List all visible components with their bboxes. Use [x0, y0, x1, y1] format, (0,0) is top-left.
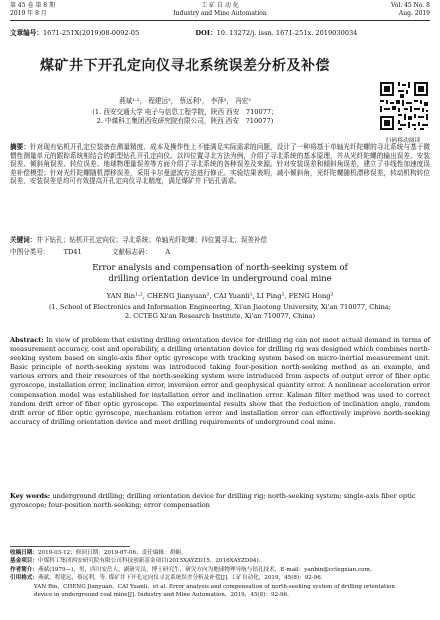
fund-label: 基金项目：	[10, 558, 38, 565]
affiliations-en	[10, 303, 430, 321]
keywords-en	[10, 492, 430, 510]
class-no-label: 中图分类号：	[10, 248, 50, 256]
keywords-en-label: Key words:	[10, 492, 51, 500]
abstract-zh	[10, 143, 430, 186]
title-en-line-2: drilling orientation device in underground coal mine	[108, 273, 332, 283]
keywords-zh-label: 关键词：	[10, 236, 37, 244]
classification-zh	[10, 246, 430, 256]
received-label: 收稿日期：	[10, 550, 38, 556]
article-no-label: 文章编号：	[10, 29, 43, 37]
cite-en-line-1: YAN Bin，CHENG Jianyuan，CAI Yuanli，et al. Error analysis and compensation of north-seeking system of drilling orientation	[34, 583, 396, 590]
article-title-zh: 煤矿井下开孔定向仪寻北系统误差分析及补偿	[40, 58, 330, 74]
abstract-en	[10, 336, 430, 427]
article-no: 1671-251X(2019)08-0092-05	[42, 29, 140, 37]
footnote-bio	[10, 566, 430, 574]
doi-value[interactable]: 10. 13272/j. issn. 1671-251x. 2019030034	[216, 29, 358, 37]
affiliation-zh-1: (1. 西安交通大学 电子与信息工程学院，陕西 西安 710077；	[92, 108, 278, 116]
journal-name-en: Industry and Mine Automation	[173, 10, 267, 17]
article-title-en	[20, 262, 420, 284]
doi-label: DOI：	[195, 29, 217, 37]
abstract-zh-label: 摘要：	[10, 143, 31, 151]
abstract-en-label: Abstract:	[10, 336, 44, 344]
header-divider	[10, 20, 430, 21]
abstract-zh-text: 针对现有钻机开孔定位装备在测量精度、成本及操作性上不能满足实际需求的问题，设计了一种将基于单轴光纤陀螺的寻北系统与基于微惯性测量单元的跟踪系统相结合的新型钻孔开孔定向仪。以四位置寻北方法为例，介绍了寻北系统的基本原理，并从光纤陀螺的输出误差、安装误差、倾斜角误差、转位误差、地球物理量误差等方面介绍了寻北系统的各种误差及来源。针对安装误差和倾斜角误差，建立了非线性加速度误差补偿模型；针对光纤陀螺随机漂移误差，采用卡尔曼滤波方法进行修正。实验结果表明，减小倾斜角，光纤陀螺随机漂移误差，转动机构转位误差，安装误差是均可有效提高开孔定向仪寻北精度，满足煤矿井下钻孔需求。	[10, 143, 431, 186]
running-header	[10, 2, 430, 20]
doc-code-value: A	[165, 248, 171, 256]
footnotes	[10, 549, 430, 599]
title-en-line-1: Error analysis and compensation of north-seeking system of	[92, 262, 348, 272]
qr-code-caption: 扫码移动阅读	[385, 138, 421, 144]
footnote-divider	[10, 546, 130, 547]
bio-label: 作者简介：	[10, 566, 38, 573]
footnote-fund	[10, 557, 430, 565]
affiliation-zh-2: 2. 中煤科工集团西安研究院有限公司，陕西 西安 710077)	[96, 117, 274, 125]
doc-code	[112, 248, 184, 256]
keywords-zh	[10, 236, 430, 245]
keywords-en-text: underground drilling; drilling orientation device for drilling rig; north-seeking system; single-axis fiber optic gyroscope; four-position north-seeking; error compensation	[10, 492, 416, 510]
fund-text: 中煤科工集团西安研究院有限公司科技创新基金项目(2015XAYZD15，2016XAYZD04)。	[37, 558, 265, 565]
keywords-zh-text: 井下钻孔；钻机开孔定向仪；寻北系统；单轴光纤陀螺；四位置寻北；误差补偿	[36, 236, 268, 244]
class-no	[10, 248, 96, 256]
affiliation-en-1: (1. School of Electronics and Information Engineering, Xi'an Jiaotong University, Xi'an 710077, China;	[48, 303, 392, 311]
issue-date-zh: 2019 年 8 月	[10, 10, 47, 17]
qr-code-icon[interactable]	[378, 80, 430, 132]
journal-name-zh: 工 矿 自 动 化	[201, 2, 239, 9]
affiliations-zh	[10, 108, 360, 126]
cite-label: 引用格式：	[10, 575, 38, 582]
issue-date-en: Aug. 2019	[398, 10, 430, 17]
authors-zh: 燕斌¹·²， 程建远²， 蔡远利¹， 李萍²， 冯宏²	[119, 97, 251, 105]
journal-volume-issue-en	[391, 2, 430, 18]
authors-en: YAN Bin¹·², CHENG Jianyuan², CAI Yuanli¹, LI Ping², FENG Hong²	[106, 292, 334, 300]
class-no-value: TD41	[63, 248, 82, 256]
footnote-received	[10, 549, 430, 557]
footnote-cite	[10, 574, 430, 582]
journal-name	[10, 2, 430, 18]
cite-zh-text: 燕斌，程建远，蔡远利，等. 煤矿井下开孔定向仪寻北系统误差分析及补偿[J]. 工矿自动化，2019，45(8)：92-96.	[37, 575, 323, 582]
article-identifiers	[10, 27, 430, 37]
bio-text: 燕斌(1979—)，男，四川安岳人，副研究员，博士研究生，研究方向为地球物理导航与钻孔技术，E-mail：yanbin@cctegxian.com。	[37, 566, 376, 573]
received-text: 2019-03-12；修回日期：2019-07-06；责任编辑：胡娴。	[37, 550, 187, 556]
doc-code-label: 文献标志码：	[111, 248, 152, 256]
affiliation-en-2: 2. CCTEG Xi'an Research Institute, Xi'an 710077, China)	[124, 312, 316, 320]
abstract-en-text: In view of problem that existing drilling orientation device for drilling rig can not meet actual demand in terms of measurement accuracy, cost and operability, a drilling orientation device for drilling rig was designed which combines north-seeking system based on single-axis fiber optic gyroscope with tracking system based on micro-inertial measurement unit. Basic principle of north-seeking system was introduced taking four-position north-seeking method as an example, and various errors and their resources of the north-seeking system were introduced from aspects of output error of fiber optic gyroscope, installation error, inclination error, inversion error and geophysical quantity error. A nonlinear acceleration error compensation model was established for installation error and inclination error. Kalman filter method was used to correct random drift error of fiber optic gyroscope. The experimental results show that the reduction of inclination angle, random drift error of fiber optic gyroscope, mechanism rotation error and installation error can effectively improve north-seeking accuracy of drilling orientation device and meet drilling requirements of underground coal mine.	[10, 336, 430, 426]
cite-en-line-2: device in underground coal mine[J]. Industry and Mine Automation，2019，45(8)：92-96.	[34, 592, 289, 599]
volume-issue-zh: 第 45 卷 第 8 期	[10, 2, 55, 9]
volume-issue-en: Vol. 45 No. 8	[390, 2, 430, 9]
